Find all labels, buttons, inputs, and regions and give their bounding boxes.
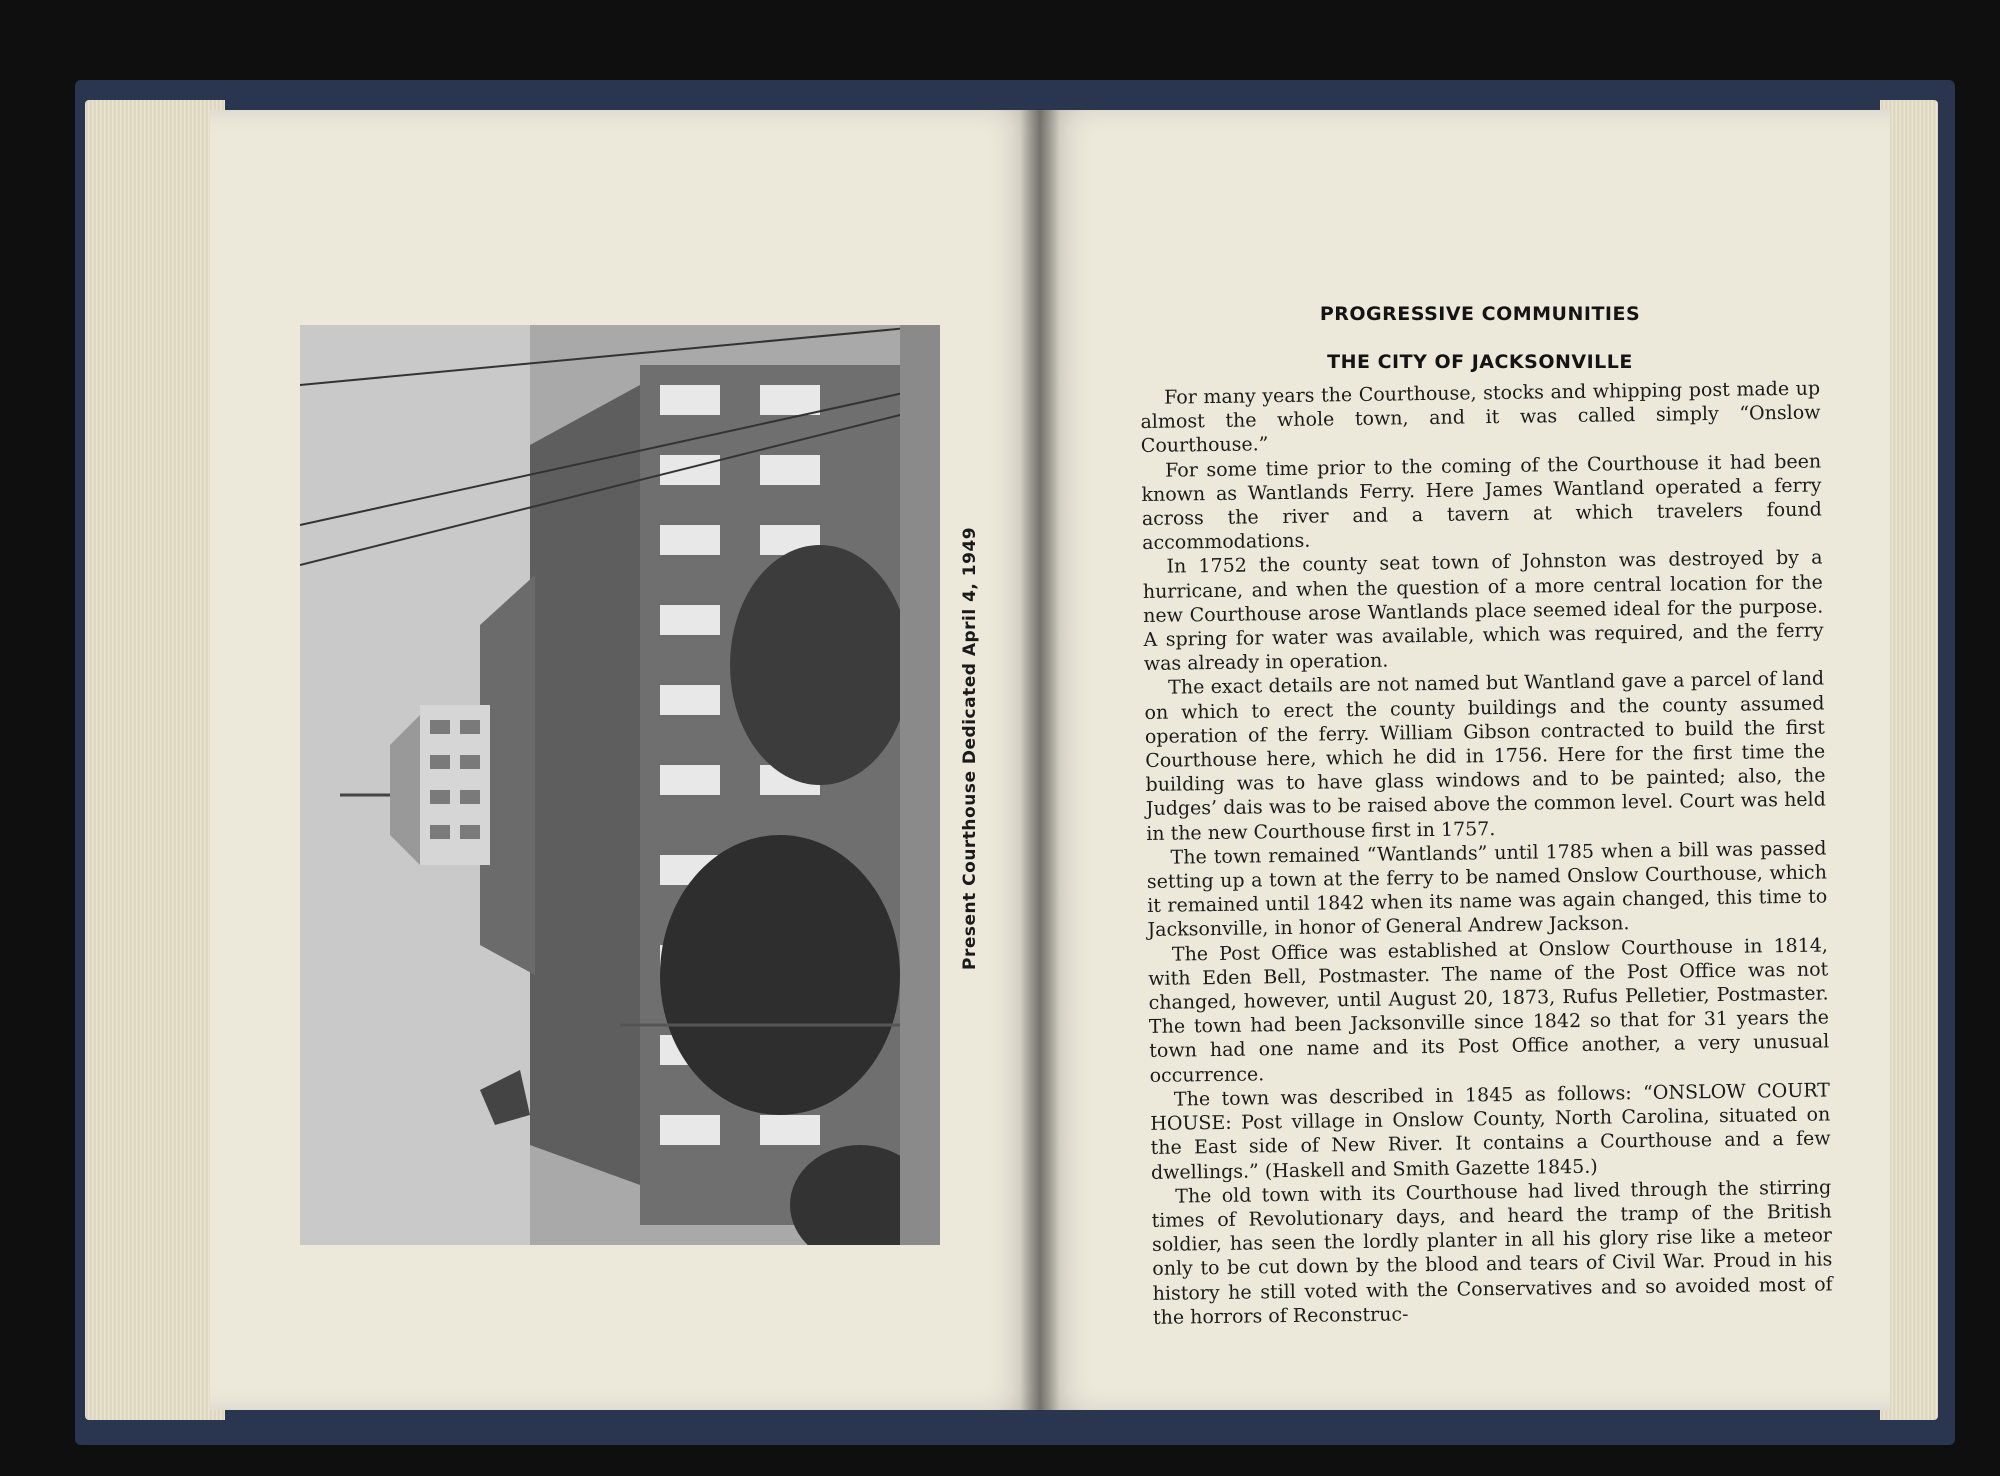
paragraph: For many years the Courthouse, stocks and whipping post made up almost the whole town, and it was called simply “Onslow Courthouse.” (1140, 377, 1821, 458)
section-heading: PROGRESSIVE COMMUNITIES (1319, 303, 1641, 325)
paragraph: The town was described in 1845 as follows: “ONSLOW COURT HOUSE: Post village in Onslow County, North Carolina, situated on the East side of New River. It contains a Courthouse and a few dwellings.” (Haskell and Smith Gazette 1845.) (1150, 1079, 1831, 1184)
paragraph: For some time prior to the coming of the Courthouse it had been known as Wantlands Ferry. Here James Wantland operated a ferry across the river and a tavern at which travelers found accommodations. (1141, 450, 1822, 555)
paragraph: The town remained “Wantlands” until 1785 when a bill was passed setting up a town at the ferry to be named Onslow Courthouse, which it remained until 1842 when its name was again changed, this time to Jacksonville, in honor of General Andrew Jackson. (1146, 837, 1828, 942)
paragraph: In 1752 the county seat town of Johnston was destroyed by a hurricane, and when the question of a more central location for the new Courthouse arose Wantlands place seemed ideal for the purpose. A spring for water was available, which was required, and the ferry was already in operation. (1142, 546, 1824, 676)
paragraph: The old town with its Courthouse had lived through the stirring times of Revolutionary days, and heard the tramp of the British soldier, has seen the lordly planter in all his glory rise like a meteor only to be cut down by the blood and tears of Civil War. Proud in his history he still voted with the Conservatives and so avoided most of the horrors of Reconstruc- (1151, 1176, 1833, 1329)
courthouse-photo (300, 325, 940, 1245)
spine-shadow (1020, 110, 1060, 1410)
section-subheading: THE CITY OF JACKSONVILLE (1327, 351, 1633, 373)
paragraph: The Post Office was established at Onslow Courthouse in 1814, with Eden Bell, Postmaster. The name of the Post Office was not changed, however, until August 20, 1873, Rufus Pelletier, Postmaster. The town had been Jacksonville since 1842 so that for 31 years the town had one name and its Post Office another, a very unusual occurrence. (1148, 934, 1830, 1087)
page-edges-left (85, 100, 225, 1420)
body-text (1140, 377, 1833, 1330)
paragraph: The exact details are not named but Wantland gave a parcel of land on which to erect the county buildings and the county assumed operation of the ferry. William Gibson contracted to build the first Courthouse here, which he did in 1756. Here for the first time the building was to have glass windows and to be painted; also, the Judges’ dais was to be raised above the common level. Court was held in the new Courthouse first in 1757. (1144, 667, 1826, 845)
photo-caption: Present Courthouse Dedicated April 4, 1949 (960, 526, 980, 970)
